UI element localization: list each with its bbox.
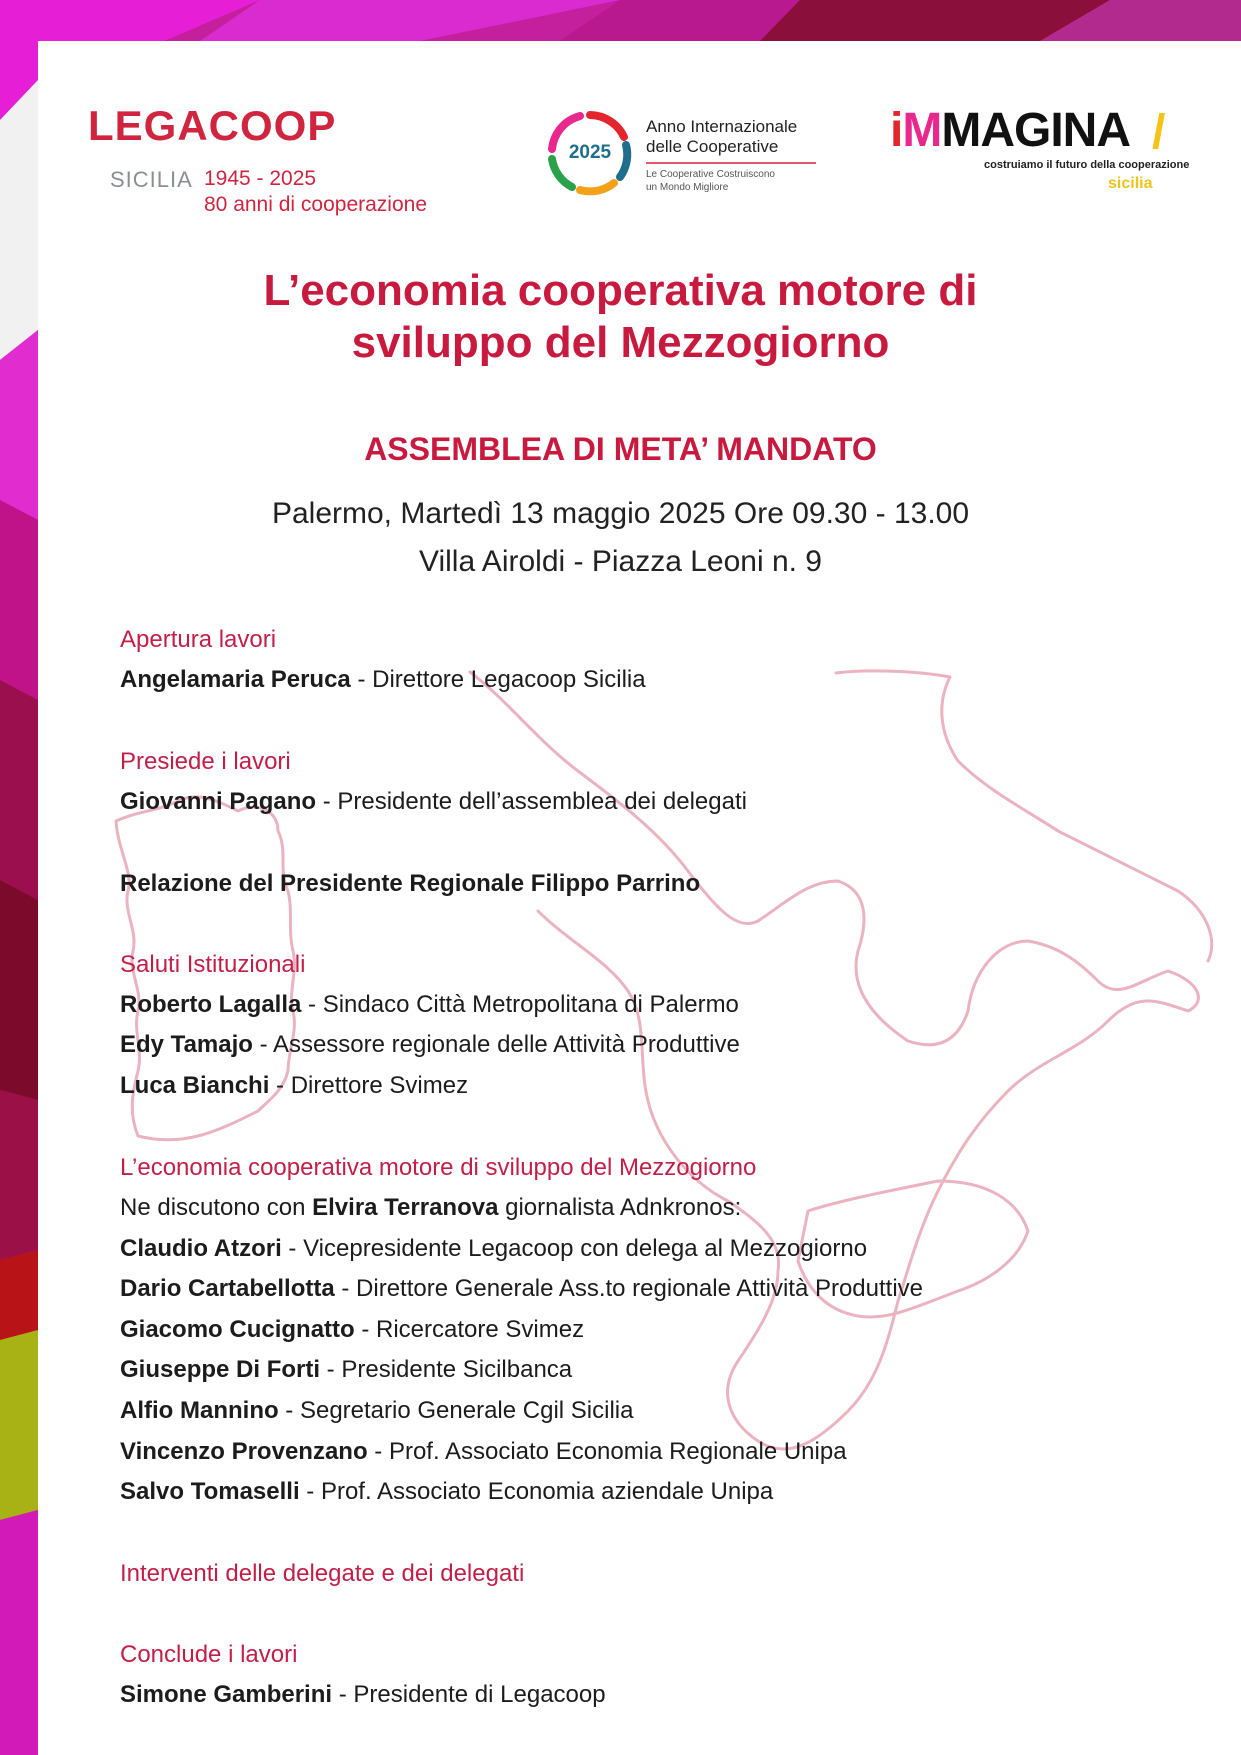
legacoop-years: 1945 - 2025 xyxy=(204,167,317,190)
panel-speaker: Giacomo Cucignatto - Ricercatore Svimez xyxy=(120,1316,585,1343)
panel-heading: L’economia cooperativa motore di sviluppo del Mezzogiorno xyxy=(120,1154,757,1181)
closing-heading: Conclude i lavori xyxy=(120,1641,298,1668)
greetings-heading: Saluti Istituzionali xyxy=(120,951,306,978)
chair-heading: Presiede i lavori xyxy=(120,748,291,775)
panel-speaker: Alfio Mannino - Segretario Generale Cgil Sicilia xyxy=(120,1397,634,1424)
immagina-wordmark: iMMAGINA xyxy=(890,104,1130,157)
anno-year: 2025 xyxy=(568,142,612,163)
greetings-speaker: Edy Tamajo - Assessore regionale delle Attività Produttive xyxy=(120,1031,740,1058)
report-line: Relazione del Presidente Regionale Filippo Parrino xyxy=(120,870,701,897)
opening-speaker: Angelamaria Peruca - Direttore Legacoop Sicilia xyxy=(120,666,646,693)
event-venue: Villa Airoldi - Piazza Leoni n. 9 xyxy=(418,545,822,578)
panel-intro: Ne discutono con Elvira Terranova giornalista Adnkronos: xyxy=(120,1194,742,1221)
event-title-line1: L’economia cooperativa motore di xyxy=(263,266,978,315)
immagina-logo xyxy=(890,104,1190,207)
anno-cooperative-logo xyxy=(544,107,844,207)
anno-title-line1: Anno Internazionale xyxy=(646,117,798,136)
opening-heading: Apertura lavori xyxy=(120,626,277,653)
legacoop-wordmark: LEGACOOP xyxy=(88,102,337,149)
panel-speaker: Claudio Atzori - Vicepresidente Legacoop con delega al Mezzogiorno xyxy=(120,1235,868,1262)
greetings-speaker: Luca Bianchi - Direttore Svimez xyxy=(120,1072,469,1099)
interventions-heading: Interventi delle delegate e dei delegati xyxy=(120,1560,525,1587)
chair-speaker: Giovanni Pagano - Presidente dell’assemblea dei delegati xyxy=(120,788,747,815)
legacoop-logo xyxy=(88,102,488,216)
anno-slogan-line1: Le Cooperative Costruiscono xyxy=(646,169,775,180)
panel-speaker: Dario Cartabellotta - Direttore Generale Ass.to regionale Attività Produttive xyxy=(120,1275,924,1302)
greetings-speaker: Roberto Lagalla - Sindaco Città Metropolitana di Palermo xyxy=(120,991,739,1018)
immagina-slash: / xyxy=(1152,106,1166,159)
panel-speaker: Vincenzo Provenzano - Prof. Associato Economia Regionale Unipa xyxy=(120,1438,847,1465)
event-title-line2: sviluppo del Mezzogiorno xyxy=(351,318,890,367)
panel-speaker: Salvo Tomaselli - Prof. Associato Economia aziendale Unipa xyxy=(120,1478,774,1505)
anno-slogan-line2: un Mondo Migliore xyxy=(646,182,729,193)
poster-sheet xyxy=(38,41,1241,1755)
legacoop-tagline: 80 anni di cooperazione xyxy=(204,193,428,216)
event-date-time: Palermo, Martedì 13 maggio 2025 Ore 09.30 - 13.00 xyxy=(271,497,970,530)
panel-speaker: Giuseppe Di Forti - Presidente Sicilbanca xyxy=(120,1356,573,1383)
anno-divider xyxy=(646,162,816,164)
legacoop-region: SICILIA xyxy=(110,167,193,192)
immagina-region: sicilia xyxy=(1108,175,1153,192)
anno-title-line2: delle Cooperative xyxy=(646,137,779,156)
closing-speaker: Simone Gamberini - Presidente di Legacoop xyxy=(120,1681,606,1708)
event-subtitle: ASSEMBLEA DI META’ MANDATO xyxy=(364,431,877,467)
immagina-subtitle: costruiamo il futuro della cooperazione xyxy=(984,159,1190,171)
event-title xyxy=(38,265,1203,369)
